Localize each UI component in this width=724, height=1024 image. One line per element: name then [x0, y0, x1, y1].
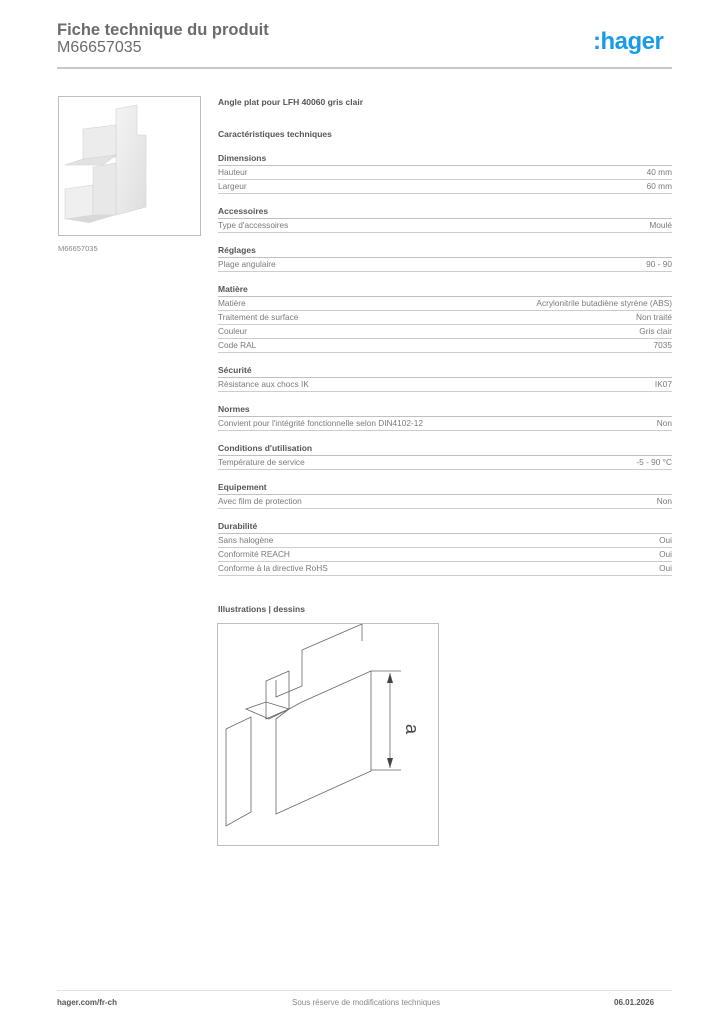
- spec-content: [218, 95, 672, 576]
- page-title: Fiche technique du produit: [57, 21, 269, 39]
- product-photo-caption: M66657035: [58, 244, 98, 253]
- spec-row: [218, 297, 672, 311]
- spec-group-settings: [218, 244, 672, 272]
- spec-row: [218, 339, 672, 353]
- spec-value: 60 mm: [646, 181, 672, 191]
- spec-row: [218, 562, 672, 576]
- spec-row: [218, 258, 672, 272]
- spec-row: [218, 311, 672, 325]
- spec-group-standards: [218, 403, 672, 431]
- spec-value: 90 - 90: [646, 259, 672, 269]
- spec-value: Acrylonitrile butadiène styrène (ABS): [536, 298, 672, 308]
- spec-row: [218, 166, 672, 180]
- group-title: Matière: [218, 283, 672, 297]
- spec-value: Oui: [659, 563, 672, 573]
- spec-label: Résistance aux chocs IK: [218, 379, 309, 389]
- group-title: Accessoires: [218, 205, 672, 219]
- footer-divider: [57, 990, 672, 991]
- spec-label: Conforme à la directive RoHS: [218, 563, 328, 573]
- specs-heading: Caractéristiques techniques: [218, 129, 332, 139]
- group-title: Equipement: [218, 481, 672, 495]
- group-title: Réglages: [218, 244, 672, 258]
- group-title: Sécurité: [218, 364, 672, 378]
- spec-row: [218, 495, 672, 509]
- spec-label: Couleur: [218, 326, 248, 336]
- spec-label: Matière: [218, 298, 246, 308]
- spec-row: [218, 534, 672, 548]
- spec-row: [218, 548, 672, 562]
- spec-label: Sans halogène: [218, 535, 274, 545]
- hager-logo: :hager: [593, 28, 664, 55]
- dimension-label: a: [402, 724, 422, 735]
- group-title: Durabilité: [218, 520, 672, 534]
- spec-value: Non traité: [636, 312, 672, 322]
- group-title: Conditions d'utilisation: [218, 442, 672, 456]
- spec-label: Code RAL: [218, 340, 257, 350]
- spec-value: Oui: [659, 549, 672, 559]
- spec-label: Plage angulaire: [218, 259, 276, 269]
- spec-group-safety: [218, 364, 672, 392]
- spec-group-usage-conditions: [218, 442, 672, 470]
- spec-group-equipment: [218, 481, 672, 509]
- spec-value: Moulé: [649, 220, 672, 230]
- footer-website-link[interactable]: hager.com/fr-ch: [57, 998, 118, 1007]
- product-code: M66657035: [57, 39, 142, 56]
- spec-group-durability: [218, 520, 672, 576]
- spec-row: [218, 180, 672, 194]
- footer-date: 06.01.2026: [614, 998, 655, 1007]
- header-divider: [57, 67, 672, 69]
- footer-disclaimer: Sous réserve de modifications techniques: [292, 998, 441, 1007]
- spec-value: Non: [656, 496, 672, 506]
- spec-group-dimensions: [218, 152, 672, 194]
- spec-value: Gris clair: [639, 326, 672, 336]
- spec-value: Non: [656, 418, 672, 428]
- spec-value: IK07: [654, 379, 672, 389]
- spec-row: [218, 456, 672, 470]
- spec-label: Température de service: [218, 457, 305, 467]
- group-title: Dimensions: [218, 152, 672, 166]
- spec-label: Convient pour l'intégrité fonctionnelle selon DIN4102-12: [218, 418, 423, 428]
- technical-drawing: [217, 623, 439, 846]
- dimension-drawing-icon: [218, 624, 438, 845]
- spec-value: 7035: [653, 340, 672, 350]
- product-photo: [58, 96, 201, 236]
- spec-label: Hauteur: [218, 167, 248, 177]
- spec-row: [218, 219, 672, 233]
- spec-group-material: [218, 283, 672, 353]
- spec-value: 40 mm: [646, 167, 672, 177]
- spec-row: [218, 325, 672, 339]
- spec-value: Oui: [659, 535, 672, 545]
- illustrations-title: Illustrations | dessins: [218, 604, 305, 614]
- spec-row: [218, 378, 672, 392]
- spec-label: Type d'accessoires: [218, 220, 289, 230]
- spec-label: Conformité REACH: [218, 549, 290, 559]
- group-title: Normes: [218, 403, 672, 417]
- spec-value: -5 - 90 °C: [636, 457, 672, 467]
- flat-angle-product-icon: [59, 97, 200, 235]
- spec-row: [218, 417, 672, 431]
- product-name: Angle plat pour LFH 40060 gris clair: [218, 97, 364, 107]
- spec-group-accessories: [218, 205, 672, 233]
- spec-label: Avec film de protection: [218, 496, 302, 506]
- spec-label: Largeur: [218, 181, 247, 191]
- spec-label: Traitement de surface: [218, 312, 299, 322]
